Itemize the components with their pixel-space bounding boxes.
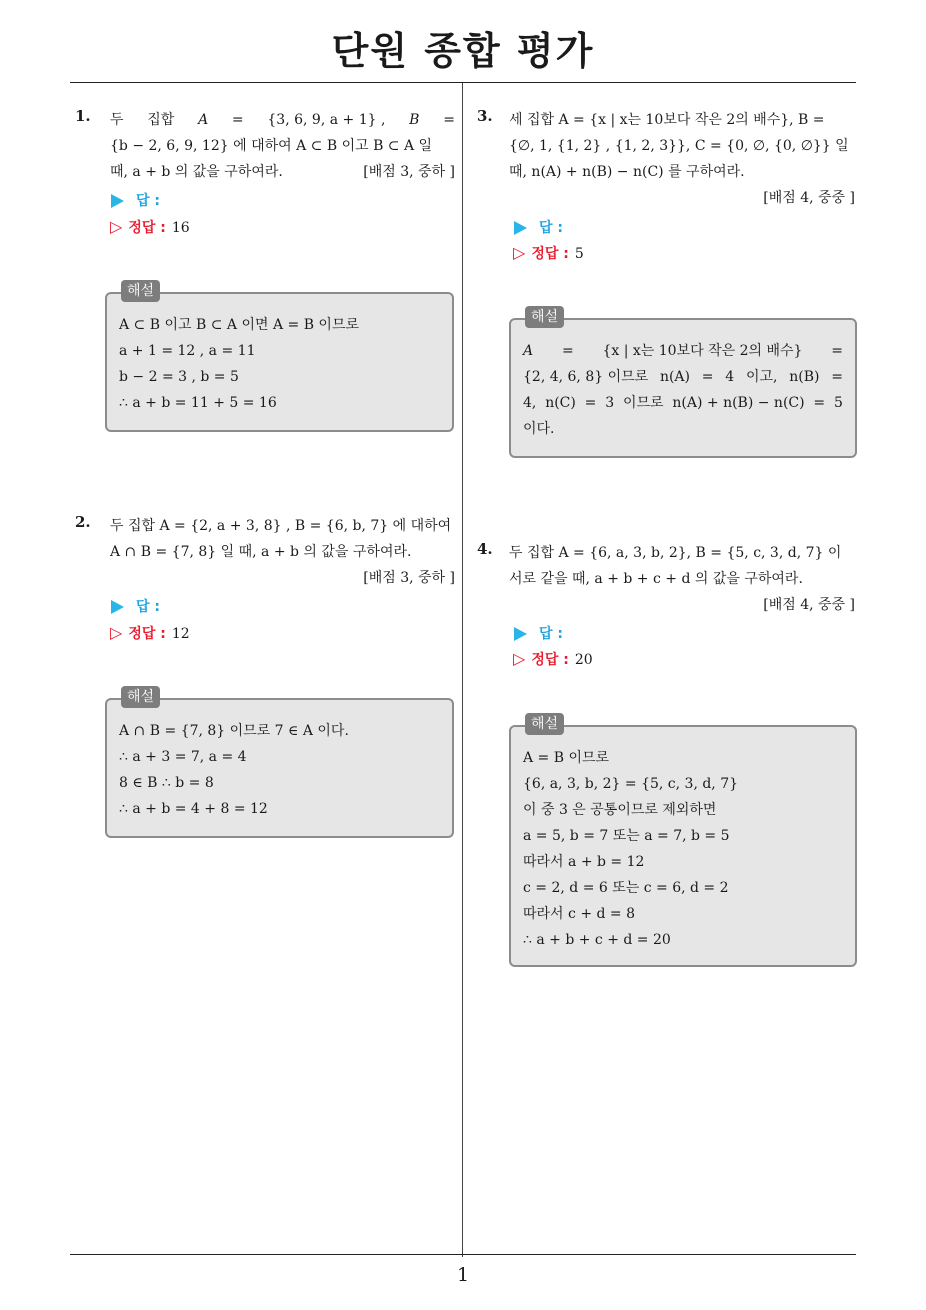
column-divider <box>462 83 463 1257</box>
solution-body: A ⊂ B 이고 B ⊂ A 이면 A = B 이므로 a + 1 = 12 , a = 11 b − 2 = 3 , b = 5 ∴ a + b = 11 + 5 = 16 <box>119 317 360 411</box>
triangle-outline-icon: ▷ <box>110 217 123 236</box>
correct-answer: ▷ 정답 : 16 <box>110 217 190 236</box>
correct-answer: ▷ 정답 : 20 <box>513 649 593 668</box>
question-line: A ∩ B = {7, 8} 일 때, a + b 의 값을 구하여라. <box>110 544 412 560</box>
question-line: {b − 2, 6, 9, 12} 에 대하여 A ⊂ B 이고 B ⊂ A 일 <box>110 138 433 154</box>
footer-rule <box>70 1254 856 1255</box>
triangle-play-icon <box>111 600 124 614</box>
solution-box <box>509 716 857 967</box>
solution-body: A = {x | x는 10보다 작은 2의 배수} = {2, 4, 6, 8} 이므로 n(A) = 4 이고, n(B) = 4, n(C) = 3 이므로 n(A) + n(B) − n(C) = 5 이다. <box>523 343 843 437</box>
header-rule <box>70 82 856 83</box>
solution-body: A = B 이므로 {6, a, 3, b, 2} = {5, c, 3, d, 7} 이 중 3 은 공통이므로 제외하면 a = 5, b = 7 또는 a = 7, b = 5 따라서 a + b = 12 c = 2, d = 6 또는 c = 6, d = 2 따라서 c + d = 8 ∴ a + b + c + d = 20 <box>523 750 739 948</box>
triangle-play-icon <box>514 221 527 235</box>
correct-answer: ▷ 정답 : 12 <box>110 623 190 642</box>
solution-box <box>105 689 454 838</box>
score-label: [배점 4, 중중 ] <box>763 190 855 206</box>
triangle-outline-icon: ▷ <box>513 649 526 668</box>
triangle-play-icon <box>514 627 527 641</box>
score-label: [배점 3, 중하 ] <box>363 164 455 180</box>
triangle-outline-icon: ▷ <box>513 243 526 262</box>
question-number: 2. <box>75 513 91 531</box>
score-label: [배점 4, 중중 ] <box>763 597 855 613</box>
question-line: 세 집합 A = {x | x는 10보다 작은 2의 배수}, B = <box>509 112 825 128</box>
triangle-play-icon <box>111 194 124 208</box>
question-line: 두 집합 A = {6, a, 3, b, 2}, B = {5, c, 3, d, 7} 이 <box>509 545 842 561</box>
question-line: 때, n(A) + n(B) − n(C) 를 구하여라. <box>509 164 745 180</box>
solution-tag: 해설 <box>121 686 160 708</box>
question-line: 두 집합 A = {2, a + 3, 8} , B = {6, b, 7} 에 대하여 <box>110 518 452 534</box>
solution-box <box>509 309 857 458</box>
solution-box <box>105 283 454 432</box>
answer-field[interactable]: 답 : <box>111 596 160 616</box>
solution-tag: 해설 <box>525 713 564 735</box>
answer-field[interactable]: 답 : <box>514 217 563 237</box>
question-line: 서로 같을 때, a + b + c + d 의 값을 구하여라. <box>509 571 803 587</box>
answer-field[interactable]: 답 : <box>514 623 563 643</box>
solution-tag: 해설 <box>525 306 564 328</box>
question-number: 3. <box>477 107 493 125</box>
question-text <box>509 107 855 211</box>
correct-answer: ▷ 정답 : 5 <box>513 243 584 262</box>
page-number: 1 <box>456 1264 470 1286</box>
question-line: 때, a + b 의 값을 구하여라. [배점 3, 중하 ] <box>110 159 455 185</box>
question-text <box>110 107 455 185</box>
question-number: 1. <box>75 107 91 125</box>
solution-body: A ∩ B = {7, 8} 이므로 7 ∈ A 이다. ∴ a + 3 = 7, a = 4 8 ∈ B ∴ b = 8 ∴ a + b = 4 + 8 = 12 <box>119 723 349 817</box>
question-text <box>509 540 855 618</box>
page-title: 단원 종합 평가 <box>331 29 595 73</box>
question-line: 두 집합 A = {3, 6, 9, a + 1} , B = <box>110 112 455 128</box>
question-number: 4. <box>477 540 493 558</box>
question-line: {∅, 1, {1, 2} , {1, 2, 3}}, C = {0, ∅, {0, ∅}} 일 <box>509 138 849 154</box>
triangle-outline-icon: ▷ <box>110 623 123 642</box>
score-label: [배점 3, 중하 ] <box>363 570 455 586</box>
answer-field[interactable]: 답 : <box>111 190 160 210</box>
question-text <box>110 513 455 591</box>
solution-tag: 해설 <box>121 280 160 302</box>
